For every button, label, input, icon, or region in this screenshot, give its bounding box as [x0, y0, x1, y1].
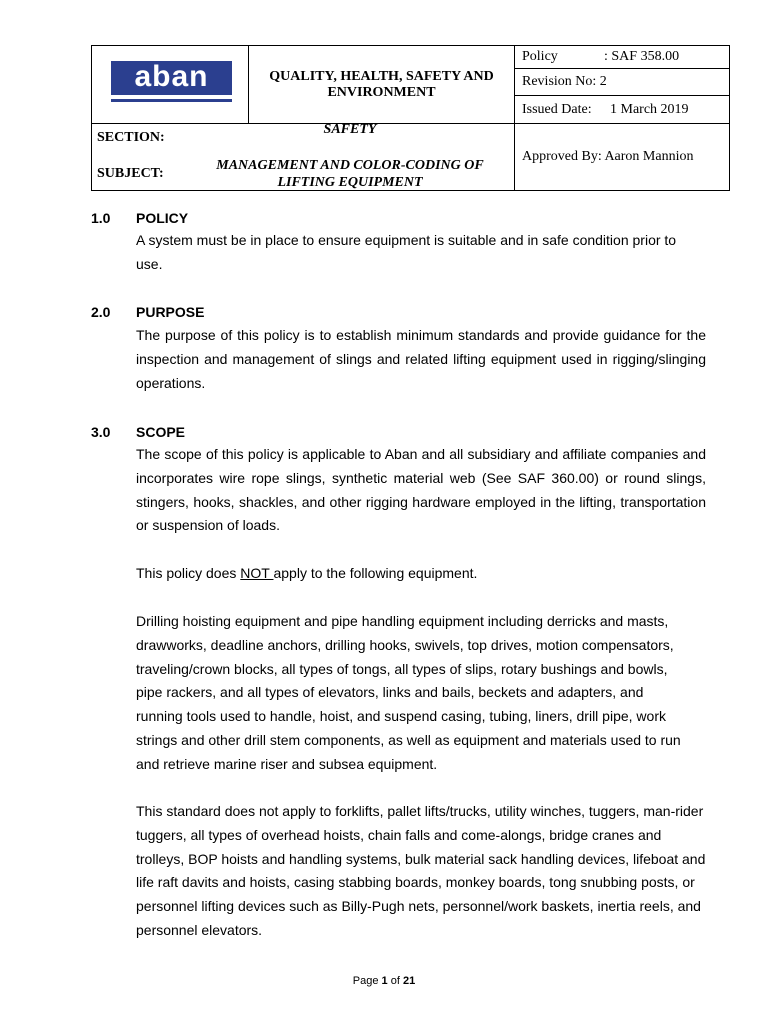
page-number: 1 — [381, 975, 388, 987]
scope-paragraph-1: The scope of this policy is applicable to Aban and all subsidiary and affiliate companies and incorporates wire rope slings, synthetic material web (See SAF 360.00) or round slings, stingers, hooks, shackles, and other rigging hardware employed in the lifting, transportation or suspension of loads. — [136, 446, 706, 534]
section-title: SCOPE — [136, 424, 186, 440]
scope-paragraph-2 — [136, 562, 706, 586]
revision-number: Revision No: 2 — [515, 69, 729, 96]
company-logo — [111, 61, 232, 95]
section-number: 3.0 — [91, 424, 111, 440]
issued-value: 1 March 2019 — [610, 101, 689, 117]
scope-paragraph-3: Drilling hoisting equipment and pipe handling equipment including derricks and masts, drawworks, deadline anchors, drilling hooks, swivels, top drives, motion compensators, traveling/crown blocks, all types of tongs, all types of slips, rotary bushings and bowls, pipe rackers, and all types of elevators, links and bails, beckets and adapters, and running tools used to handle, hoist, and suspend casing, tubing, liners, drill pipe, work strings and other drill stem components, as well as equipment and materials used to run and retrieve marine riser and subsea equipment. — [136, 613, 681, 772]
logo-underline — [111, 99, 232, 102]
scope-paragraph-4: This standard does not apply to forklifts, pallet lifts/trucks, utility winches, tuggers, man-rider tuggers, all types of overhead hoists, chain falls and come-alongs, bridge cranes and trolleys, BOP hoists and handling systems, bulk material sack handling devices, lifeboat and life raft davits and hoists, casing stabbing boards, monkey boards, tong snubbing posts, or personnel lifting devices such as Billy-Pugh nets, personnel/work baskets, inertia reels, and personnel elevators. — [136, 803, 706, 938]
section-heading-scope — [91, 424, 185, 440]
section-value: SAFETY — [323, 122, 377, 137]
purpose-text: The purpose of this policy is to establish minimum standards and provide guidance for the inspection and management of slings and related lifting equipment used in rigging/slinging operations. — [136, 327, 706, 391]
document-header-table — [91, 45, 730, 191]
issued-label: Issued Date: — [522, 101, 592, 117]
page-footer — [0, 975, 768, 987]
subject-value — [200, 157, 500, 191]
page-total: 21 — [402, 975, 416, 987]
subject-value-line1: MANAGEMENT AND COLOR-CODING OF — [216, 158, 484, 173]
subject-value-line2: LIFTING EQUIPMENT — [277, 175, 423, 190]
policy-text: A system must be in place to ensure equipment is suitable and in safe condition prior to use. — [136, 232, 677, 272]
approved-by: Approved By: Aaron Mannion — [522, 149, 694, 164]
section-number: 1.0 — [91, 210, 111, 226]
section-number: 2.0 — [91, 304, 111, 320]
section-heading-policy — [91, 210, 188, 226]
scope-p2-before: This policy does — [136, 565, 241, 581]
issued-date — [515, 96, 729, 124]
logo-text: aban — [134, 60, 209, 93]
policy-number — [515, 46, 729, 69]
section-heading-purpose — [91, 304, 204, 320]
policy-value: : SAF 358.00 — [604, 49, 680, 64]
page-label: Page — [352, 975, 379, 987]
section-title: PURPOSE — [136, 304, 205, 320]
scope-p2-not: NOT — [240, 565, 274, 581]
subject-label: SUBJECT: — [97, 166, 164, 181]
logo-cell — [92, 46, 249, 124]
document-title: QUALITY, HEALTH, SAFETY AND ENVIRONMENT — [249, 46, 515, 124]
policy-label: Policy — [522, 49, 558, 64]
of-label: of — [390, 975, 400, 987]
scope-p2-after: apply to the following equipment. — [273, 565, 478, 581]
section-label: SECTION: — [97, 130, 165, 145]
section-subject-cell — [92, 124, 515, 190]
section-title: POLICY — [136, 210, 189, 226]
